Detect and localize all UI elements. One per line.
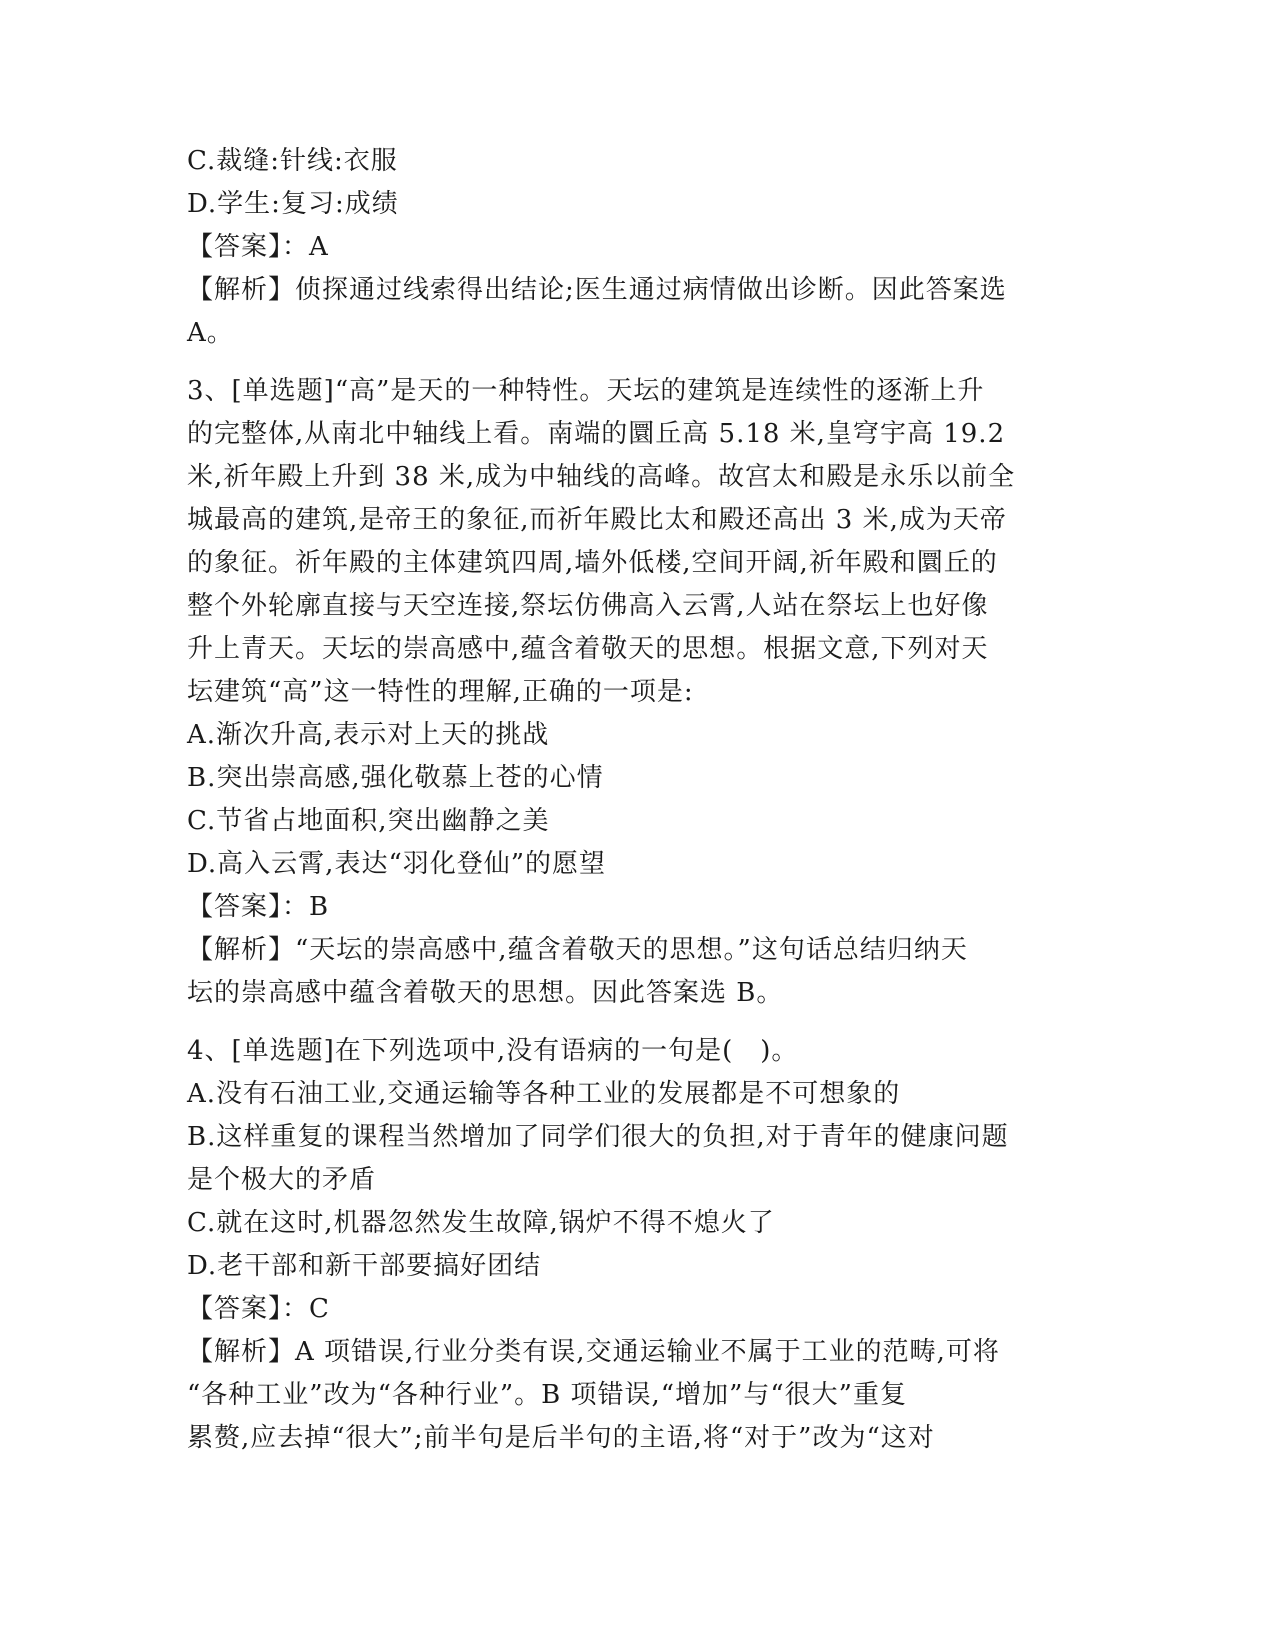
question-4: [187, 1030, 1087, 1460]
q4-analysis-line: 【解析】A 项错误,行业分类有误,交通运输业不属于工业的范畴,可将: [187, 1337, 1000, 1367]
q3-stem-line: 的象征。祈年殿的主体建筑四周,墙外低楼,空间开阔,祈年殿和圜丘的: [187, 548, 998, 578]
q4-option-line: A.没有石油工业,交通运输等各种工业的发展都是不可想象的: [187, 1079, 901, 1109]
q2-option-c: C.裁缝:针线:衣服: [187, 146, 398, 176]
q3-option-c: C.节省占地面积,突出幽静之美: [187, 806, 550, 836]
q3-analysis-line: 【解析】“天坛的崇高感中,蕴含着敬天的思想。”这句话总结归纳天: [187, 935, 968, 965]
q3-answer: 【答案】：B: [187, 892, 330, 922]
q3-stem-line: 3、[单选题]“高”是天的一种特性。天坛的建筑是连续性的逐渐上升: [187, 376, 985, 406]
q3-stem-line: 升上青天。天坛的崇高感中,蕴含着敬天的思想。根据文意,下列对天: [187, 634, 989, 664]
question-2-tail: [187, 140, 1087, 355]
q4-analysis-line: 累赘,应去掉“很大”;前半句是后半句的主语,将“对于”改为“这对: [187, 1423, 935, 1453]
q4-option-line: C.就在这时,机器忽然发生故障,锅炉不得不熄火了: [187, 1208, 775, 1238]
q4-answer: 【答案】：C: [187, 1294, 330, 1324]
question-3: [187, 370, 1087, 1015]
q3-stem-line: 整个外轮廓直接与天空连接,祭坛仿佛高入云霄,人站在祭坛上也好像: [187, 591, 989, 621]
q2-analysis-line: A。: [187, 318, 234, 348]
q4-stem-line: 4、[单选题]在下列选项中,没有语病的一句是( )。: [187, 1036, 799, 1066]
q2-option-d: D.学生:复习:成绩: [187, 189, 399, 219]
q2-answer: 【答案】：A: [187, 232, 329, 262]
q4-option-line: B.这样重复的课程当然增加了同学们很大的负担,对于青年的健康问题: [187, 1122, 1009, 1152]
q4-analysis-line: “各种工业”改为“各种行业”。B 项错误,“增加”与“很大”重复: [187, 1380, 907, 1410]
q4-option-line: 是个极大的矛盾: [187, 1165, 377, 1195]
document-page: [187, 140, 1087, 1460]
q3-stem-line: 的完整体,从南北中轴线上看。南端的圜丘高 5.18 米,皇穹宇高 19.2: [187, 419, 1006, 449]
q3-option-b: B.突出崇高感,强化敬慕上苍的心情: [187, 763, 604, 793]
q3-stem-line: 米,祈年殿上升到 38 米,成为中轴线的高峰。故宫太和殿是永乐以前全: [187, 462, 1016, 492]
q3-option-a: A.渐次升高,表示对上天的挑战: [187, 720, 550, 750]
q3-stem-line: 坛建筑“高”这一特性的理解,正确的一项是:: [187, 677, 694, 707]
q3-stem-line: 城最高的建筑,是帝王的象征,而祈年殿比太和殿还高出 3 米,成为天帝: [187, 505, 1007, 535]
q3-analysis-line: 坛的崇高感中蕴含着敬天的思想。因此答案选 B。: [187, 978, 784, 1008]
q3-option-d: D.高入云霄,表达“羽化登仙”的愿望: [187, 849, 607, 879]
q4-option-line: D.老干部和新干部要搞好团结: [187, 1251, 542, 1281]
q2-analysis-line: 【解析】侦探通过线索得出结论;医生通过病情做出诊断。因此答案选: [187, 275, 1007, 305]
